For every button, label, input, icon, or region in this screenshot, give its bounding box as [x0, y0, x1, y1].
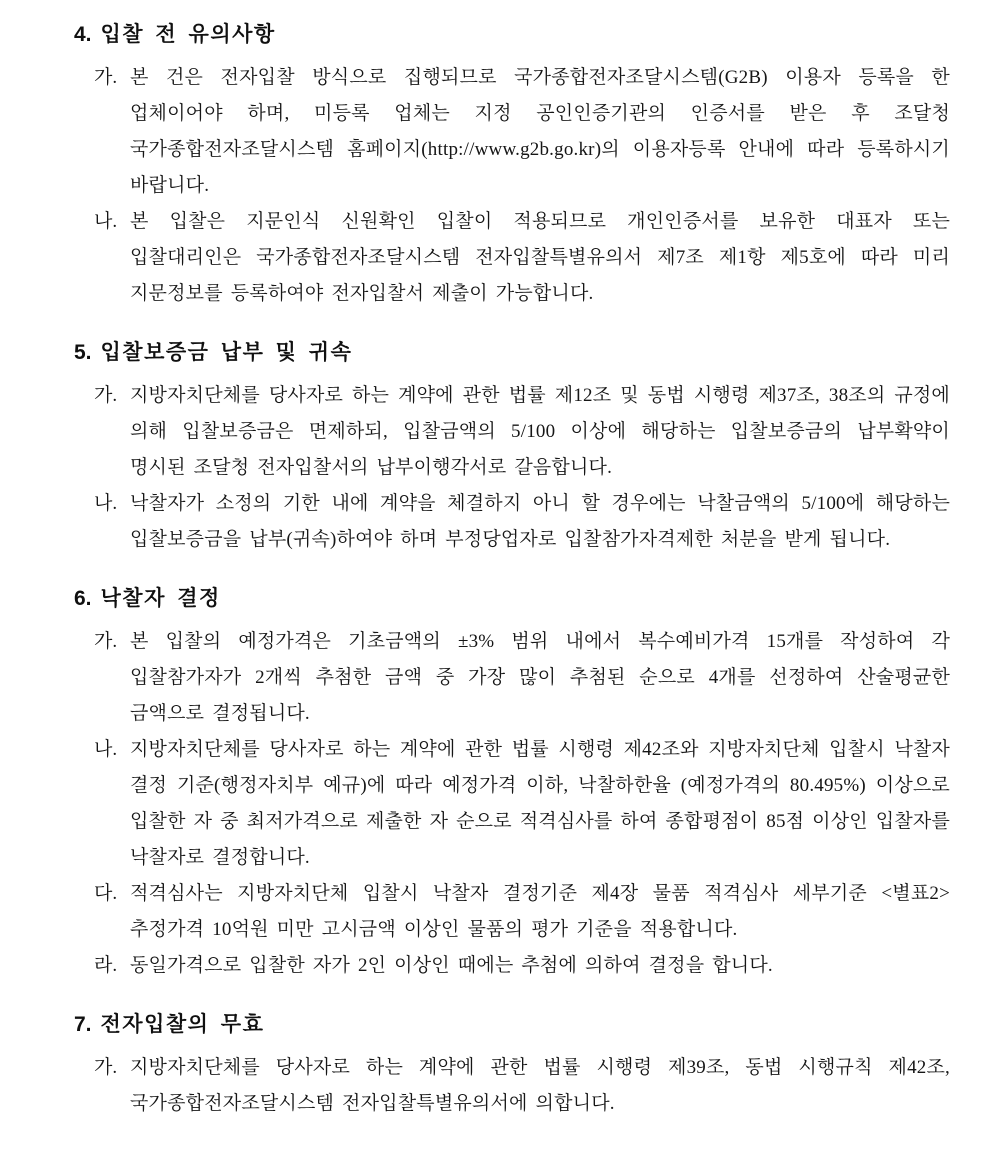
section-heading: [74, 18, 950, 48]
item-label: 나.: [94, 211, 118, 232]
section-number: 7.: [74, 1013, 92, 1036]
list-item: [74, 948, 950, 984]
item-label: 가.: [94, 385, 118, 406]
section-invalid-ebid: [74, 1008, 950, 1122]
section-title-text: 입찰보증금 납부 및 귀속: [100, 341, 353, 364]
item-label: 나.: [94, 493, 118, 514]
item-label: 다.: [94, 883, 118, 904]
section-heading: [74, 336, 950, 366]
list-item: [74, 1050, 950, 1122]
item-label: 가.: [94, 631, 118, 652]
list-item: [74, 378, 950, 486]
item-text: 지방자치단체를 당사자로 하는 계약에 관한 법률 시행령 제39조, 동법 시행규칙 제42조, 국가종합전자조달시스템 전자입찰특별유의서에 의합니다.: [130, 1057, 950, 1114]
item-label: 가.: [94, 1057, 118, 1078]
section-number: 4.: [74, 23, 92, 46]
section-heading: [74, 1008, 950, 1038]
item-label: 나.: [94, 739, 118, 760]
bid-notice-document: [74, 18, 950, 1122]
section-number: 6.: [74, 587, 92, 610]
section-bid-bond: [74, 336, 950, 558]
list-item: [74, 624, 950, 732]
section-number: 5.: [74, 341, 92, 364]
item-text: 지방자치단체를 당사자로 하는 계약에 관한 법률 시행령 제42조와 지방자치단체 입찰시 낙찰자 결정 기준(행정자치부 예규)에 따라 예정가격 이하, 낙찰하한율 (예정가격의 80.495%) 이상으로 입찰한 자 중 최저가격으로 제출한 자 순으로 적격심사를 하여 종합평점이 85점 이상인 입찰자를 낙찰자로 결정합니다.: [130, 739, 950, 868]
list-item: [74, 60, 950, 204]
list-item: [74, 732, 950, 876]
section-title-text: 입찰 전 유의사항: [100, 23, 276, 46]
section-pre-bid-notes: [74, 18, 950, 312]
item-label: 가.: [94, 67, 118, 88]
list-item: [74, 204, 950, 312]
section-title-text: 낙찰자 결정: [100, 587, 221, 610]
item-text: 본 입찰은 지문인식 신원확인 입찰이 적용되므로 개인인증서를 보유한 대표자 또는 입찰대리인은 국가종합전자조달시스템 전자입찰특별유의서 제7조 제1항 제5호에 따라 미리 지문정보를 등록하여야 전자입찰서 제출이 가능합니다.: [130, 211, 950, 304]
item-text: 낙찰자가 소정의 기한 내에 계약을 체결하지 아니 할 경우에는 낙찰금액의 5/100에 해당하는 입찰보증금을 납부(귀속)하여야 하며 부정당업자로 입찰참가자격제한 처분을 받게 됩니다.: [130, 493, 950, 550]
section-title-text: 전자입찰의 무효: [100, 1013, 265, 1036]
section-winner-determination: [74, 582, 950, 984]
item-text: 본 입찰의 예정가격은 기초금액의 ±3% 범위 내에서 복수예비가격 15개를 작성하여 각 입찰참가자가 2개씩 추첨한 금액 중 가장 많이 추첨된 순으로 4개를 선정하여 산술평균한 금액으로 결정됩니다.: [130, 631, 950, 724]
list-item: [74, 876, 950, 948]
item-text: 적격심사는 지방자치단체 입찰시 낙찰자 결정기준 제4장 물품 적격심사 세부기준 <별표2> 추정가격 10억원 미만 고시금액 이상인 물품의 평가 기준을 적용합니다.: [130, 883, 950, 940]
item-text: 지방자치단체를 당사자로 하는 계약에 관한 법률 제12조 및 동법 시행령 제37조, 38조의 규정에 의해 입찰보증금은 면제하되, 입찰금액의 5/100 이상에 해당하는 입찰보증금의 납부확약이 명시된 조달청 전자입찰서의 납부이행각서로 갈음합니다.: [130, 385, 950, 478]
section-heading: [74, 582, 950, 612]
item-text: 본 건은 전자입찰 방식으로 집행되므로 국가종합전자조달시스템(G2B) 이용자 등록을 한 업체이어야 하며, 미등록 업체는 지정 공인인증기관의 인증서를 받은 후 조달청 국가종합전자조달시스템 홈페이지(http://www.g2b.go.kr)의 이용자등록 안내에 따라 등록하시기 바랍니다.: [130, 67, 950, 196]
list-item: [74, 486, 950, 558]
item-text: 동일가격으로 입찰한 자가 2인 이상인 때에는 추첨에 의하여 결정을 합니다.: [130, 955, 773, 976]
item-label: 라.: [94, 955, 118, 976]
